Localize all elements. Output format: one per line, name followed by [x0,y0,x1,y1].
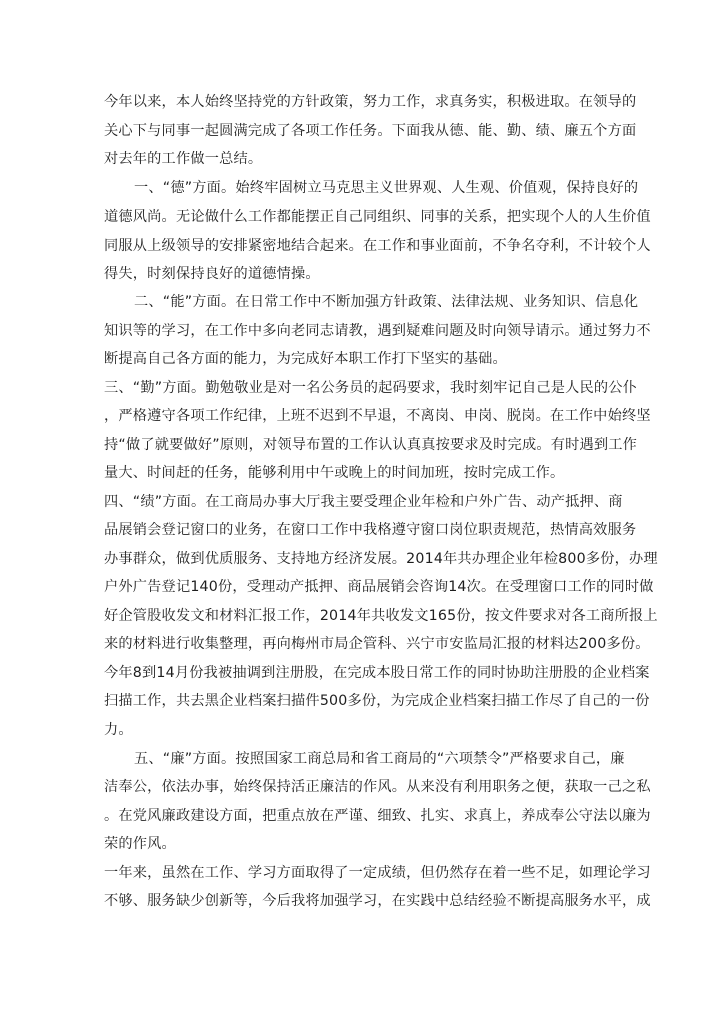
text-line: 同服从上级领导的安排紧密地结合起来。在工作和事业面前，不争名夺利，不计较个人 [104,238,651,254]
text-line: 办事群众，做到优质服务、支持地方经济发展。2014年共办理企业年检800多份，办理 [104,551,658,567]
text-line: 洁奉公，依法办事，始终保持活正廉洁的作风。从来没有利用职务之便，获取一己之私 [104,779,651,795]
text-line: 道德风尚。无论做什么工作都能摆正自己同组织、同事的关系，把实现个人的人生价值 [104,209,651,225]
text-line: 得失，时刻保持良好的道德情操。 [104,266,320,282]
text-line: 四、“绩”方面。在工商局办事大厅我主要受理企业年检和户外广告、动产抵押、商 [104,494,623,510]
text-line: 知识等的学习，在工作中多向老同志请教，遇到疑难问题及时向领导请示。通过努力不 [104,323,651,339]
text-line: 关心下与同事一起圆满完成了各项工作任务。下面我从德、能、勤、绩、廉五个方面 [104,123,637,139]
text-line: 今年8到14月份我被抽调到注册股，在完成本股日常工作的同时协助注册股的企业档案 [104,665,650,681]
text-line: 来的材料进行收集整理，再向梅州市局企管科、兴宁市安监局汇报的材料达200多份。 [104,636,650,652]
text-line: 持“做了就要做好”原则，对领导布置的工作认认真真按要求及时完成。有时遇到工作 [104,437,638,453]
text-line: ，严格遵守各项工作纪律，上班不迟到不早退，不离岗、申岗、脱岗。在工作中始终坚 [104,408,651,424]
text-line: 力。 [104,722,133,738]
text-line: 断提高自己各方面的能力，为完成好本职工作打下坚实的基础。 [104,351,507,367]
text-line: 户外广告登记140份，受理动产抵押、商品展销会咨询14次。在受理窗口工作的同时做 [104,579,654,595]
text-line: 好企管股收发文和材料汇报工作，2014年共收发文165份，按文件要求对各工商所报上 [104,608,658,624]
text-line: 量大、时间赶的任务，能够利用中午或晚上的时间加班，按时完成工作。 [104,465,565,481]
text-line: 扫描工作，共去黑企业档案扫描件500多份，为完成企业档案扫描工作尽了自己的一份 [104,693,650,709]
text-line: 。在党风廉政建设方面，把重点放在严谨、细致、扎实、求真上，养成奉公守法以廉为 [104,808,651,824]
text-line: 对去年的工作做一总结。 [104,151,263,167]
text-line: 五、“廉”方面。按照国家工商总局和省工商局的“六项禁令”严格要求自己，廉 [134,751,625,767]
text-line: 今年以来，本人始终坚持党的方针政策，努力工作，求真务实，积极进取。在领导的 [104,94,637,110]
text-line: 一、“德”方面。始终牢固树立马克思主义世界观、人生观、价值观，保持良好的 [134,180,639,196]
text-line: 荣的作风。 [104,836,176,852]
text-line: 品展销会登记窗口的业务，在窗口工作中我格遵守窗口岗位职责规范，热情高效服务 [104,522,637,538]
text-line: 三、“勤”方面。勤勉敬业是对一名公务员的起码要求，我时刻牢记自己是人民的公仆 [104,380,638,396]
text-line: 二、“能”方面。在日常工作中不断加强方针政策、法律法规、业务知识、信息化 [134,294,639,310]
text-line: 一年来，虽然在工作、学习方面取得了一定成绩，但仍然存在着一些不足，如理论学习 [104,865,651,881]
text-line: 不够、服务缺少创新等，今后我将加强学习，在实践中总结经验不断提高服务水平，成 [104,893,651,909]
